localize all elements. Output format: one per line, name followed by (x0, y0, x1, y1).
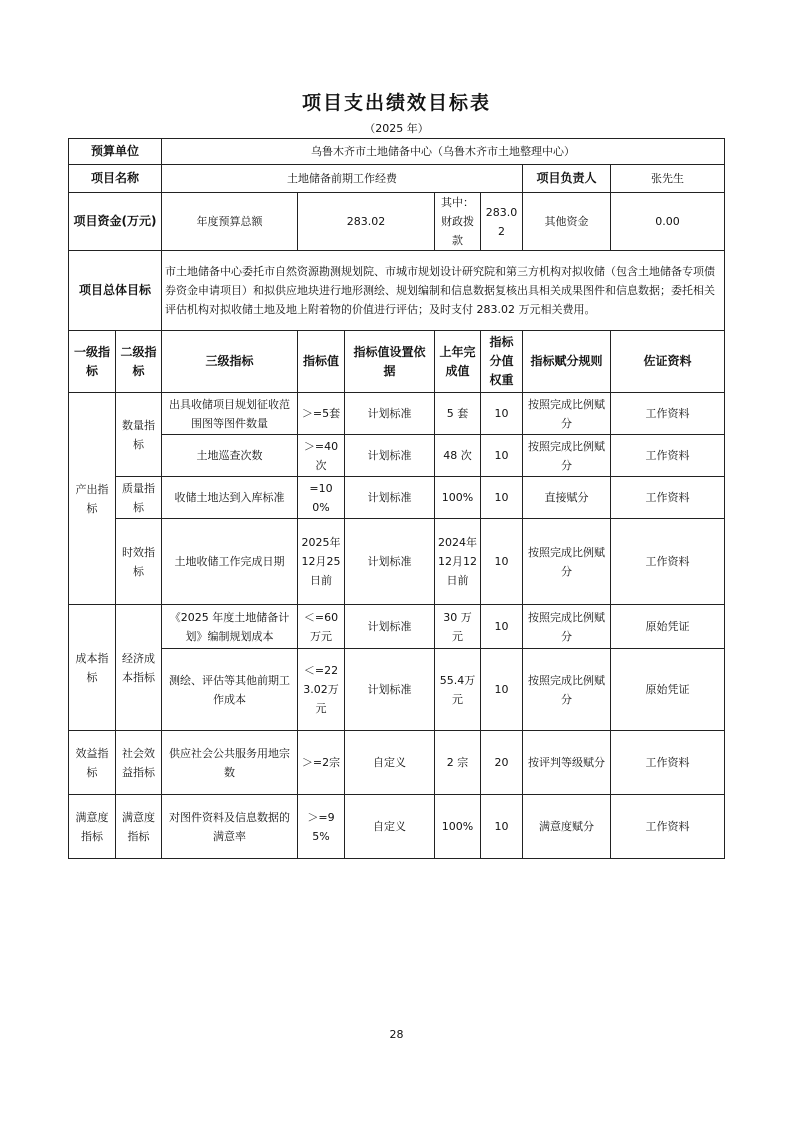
indicator-evidence: 原始凭证 (611, 605, 725, 649)
col-evidence: 佐证资料 (611, 331, 725, 393)
fiscal-value: 283.02 (481, 193, 523, 251)
indicator-evidence: 工作资料 (611, 477, 725, 519)
col-value: 指标值 (298, 331, 345, 393)
indicator-weight: 10 (481, 605, 523, 649)
indicator-weight: 10 (481, 795, 523, 859)
group-timeliness: 时效指标 (116, 519, 162, 605)
funds-label: 项目资金(万元) (69, 193, 162, 251)
table-row (69, 393, 725, 435)
project-value: 土地储备前期工作经费 (162, 165, 523, 193)
unit-value: 乌鲁木齐市土地储备中心（乌鲁木齐市土地整理中心） (162, 139, 725, 165)
indicator-last: 5 套 (435, 393, 481, 435)
indicator-last: 55.4万元 (435, 649, 481, 731)
indicator-value: ＞=95% (298, 795, 345, 859)
indicator-name: 对图件资料及信息数据的满意率 (162, 795, 298, 859)
indicator-name: 测绘、评估等其他前期工作成本 (162, 649, 298, 731)
indicator-rule: 按照完成比例赋分 (523, 519, 611, 605)
col-level1: 一级指标 (69, 331, 116, 393)
other-value: 0.00 (611, 193, 725, 251)
page-title: 项目支出绩效目标表 (301, 92, 491, 114)
table-row (69, 795, 725, 859)
group-quality: 质量指标 (116, 477, 162, 519)
indicator-rule: 按照完成比例赋分 (523, 605, 611, 649)
year-label: （2025 年） (364, 122, 429, 135)
indicator-basis: 计划标准 (345, 649, 435, 731)
group-satisfaction: 满意度指标 (69, 795, 116, 859)
indicator-basis: 计划标准 (345, 605, 435, 649)
group-quantity: 数量指标 (116, 393, 162, 477)
indicator-last: 100% (435, 795, 481, 859)
performance-target-table (68, 138, 725, 859)
col-basis: 指标值设置依据 (345, 331, 435, 393)
indicator-weight: 10 (481, 435, 523, 477)
col-rule: 指标赋分规则 (523, 331, 611, 393)
indicator-weight: 10 (481, 519, 523, 605)
indicator-basis: 计划标准 (345, 435, 435, 477)
table-row (69, 731, 725, 795)
table-row (69, 519, 725, 605)
indicator-last: 2024年12月12日前 (435, 519, 481, 605)
goal-text: 市土地储备中心委托市自然资源勘测规划院、市城市规划设计研究院和第三方机构对拟收储（包含土地储备专项债券资金申请项目）和拟供应地块进行地形测绘、规划编制和信息数据复核出具相关成果图件和信息数据；委托相关评估机构对拟收储土地及地上附着物的价值进行评估；及时支付 283.02 万元相关费用。 (162, 251, 725, 331)
indicator-last: 2 宗 (435, 731, 481, 795)
indicator-value: ＞=5套 (298, 393, 345, 435)
indicator-value: ＞=40次 (298, 435, 345, 477)
group-satisfaction-sub: 满意度指标 (116, 795, 162, 859)
indicator-weight: 10 (481, 649, 523, 731)
table-row (69, 435, 725, 477)
col-level2: 二级指标 (116, 331, 162, 393)
indicator-value: ＜=60万元 (298, 605, 345, 649)
indicator-weight: 20 (481, 731, 523, 795)
col-last-year: 上年完成值 (435, 331, 481, 393)
indicator-basis: 自定义 (345, 795, 435, 859)
table-row (69, 477, 725, 519)
col-level3: 三级指标 (162, 331, 298, 393)
group-economic-cost: 经济成本指标 (116, 605, 162, 731)
annual-value: 283.02 (298, 193, 435, 251)
indicator-name: 出具收储项目规划征收范围图等图件数量 (162, 393, 298, 435)
indicator-evidence: 工作资料 (611, 519, 725, 605)
leader-label: 项目负责人 (523, 165, 611, 193)
indicator-rule: 按照完成比例赋分 (523, 649, 611, 731)
col-weight: 指标分值权重 (481, 331, 523, 393)
indicator-last: 48 次 (435, 435, 481, 477)
indicator-name: 土地收储工作完成日期 (162, 519, 298, 605)
indicator-rule: 按评判等级赋分 (523, 731, 611, 795)
indicator-name: 供应社会公共服务用地宗数 (162, 731, 298, 795)
indicator-rule: 按照完成比例赋分 (523, 435, 611, 477)
indicator-evidence: 工作资料 (611, 435, 725, 477)
indicator-weight: 10 (481, 393, 523, 435)
unit-label: 预算单位 (69, 139, 162, 165)
other-label: 其他资金 (523, 193, 611, 251)
indicator-value: ＞=2宗 (298, 731, 345, 795)
project-label: 项目名称 (69, 165, 162, 193)
indicator-weight: 10 (481, 477, 523, 519)
indicator-basis: 计划标准 (345, 477, 435, 519)
indicator-rule: 满意度赋分 (523, 795, 611, 859)
group-benefit: 效益指标 (69, 731, 116, 795)
indicator-evidence: 工作资料 (611, 731, 725, 795)
indicator-value: =100% (298, 477, 345, 519)
indicator-basis: 计划标准 (345, 393, 435, 435)
annual-label: 年度预算总额 (162, 193, 298, 251)
indicator-rule: 按照完成比例赋分 (523, 393, 611, 435)
indicator-basis: 自定义 (345, 731, 435, 795)
group-social-benefit: 社会效益指标 (116, 731, 162, 795)
table-row (69, 649, 725, 731)
indicator-value: 2025年12月25日前 (298, 519, 345, 605)
indicator-value: ＜=223.02万元 (298, 649, 345, 731)
group-output: 产出指标 (69, 393, 116, 605)
indicator-last: 30 万元 (435, 605, 481, 649)
indicator-basis: 计划标准 (345, 519, 435, 605)
indicator-evidence: 工作资料 (611, 393, 725, 435)
table-row (69, 605, 725, 649)
group-cost: 成本指标 (69, 605, 116, 731)
indicator-last: 100% (435, 477, 481, 519)
indicator-rule: 直接赋分 (523, 477, 611, 519)
leader-value: 张先生 (611, 165, 725, 193)
indicator-name: 土地巡查次数 (162, 435, 298, 477)
indicator-name: 收储土地达到入库标准 (162, 477, 298, 519)
indicator-name: 《2025 年度土地储备计划》编制规划成本 (162, 605, 298, 649)
goal-label: 项目总体目标 (69, 251, 162, 331)
page-number: 28 (389, 1028, 404, 1041)
indicator-evidence: 原始凭证 (611, 649, 725, 731)
fiscal-label: 其中：财政拨款 (435, 193, 481, 251)
indicator-evidence: 工作资料 (611, 795, 725, 859)
